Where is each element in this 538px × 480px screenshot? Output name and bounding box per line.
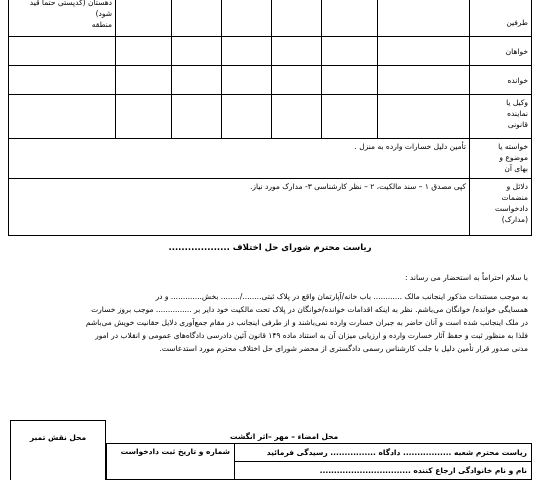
region-note: منطقه	[91, 20, 112, 29]
greeting-text: با سلام احتراماً به استحضار می رساند :	[405, 273, 528, 282]
body-line-1: به موجب مستندات مذکور اینجانب مالک ............ باب خانه/آپارتمان واقع در پلاک ثبتی......../........ بخش............. و در	[155, 292, 528, 301]
lawyer-cell-7[interactable]	[9, 95, 116, 139]
evidence-text[interactable]: کپی مصدق ۱ – سند مالکیت، ۲ – نظر کارشناسی ۳- مدارک مورد نیاز.	[9, 179, 470, 236]
registration-table	[106, 443, 532, 480]
defendant-label: خوانده	[470, 66, 532, 95]
stamp-label: محل نقش تمبر	[29, 433, 87, 442]
cell-name[interactable]	[378, 0, 470, 37]
lawyer-cell-2[interactable]	[322, 95, 378, 139]
lawyer-label-line2: نماینده	[507, 109, 528, 118]
defendant-cell-3[interactable]	[272, 66, 322, 95]
defendant-cell-5[interactable]	[172, 66, 222, 95]
lawyer-cell-3[interactable]	[272, 95, 322, 139]
branch-head-cell[interactable]: ریاست محترم شعبه ................. دادگاه ................ رسیدگی فرمائید	[235, 444, 532, 462]
cell-id[interactable]	[222, 0, 272, 37]
evidence-row	[9, 179, 532, 236]
cell-age[interactable]	[272, 0, 322, 37]
body-line-4: فلذا به منظور ثبت و حفظ آثار خسارت وارده و ارزیابی میزان آن به استناد ماده ۱۴۹ قانون آئین دادرسی دادگاه‌های عمومی و انقلاب در امور	[95, 331, 528, 340]
registration-label: شماره و تاریخ ثبت دادخواست	[107, 444, 235, 480]
claim-label	[470, 139, 532, 179]
registration-row-1	[107, 444, 532, 462]
lawyer-cell-4[interactable]	[222, 95, 272, 139]
section-title: ریاست محترم شورای حل اختلاف ...................	[168, 243, 372, 253]
body-line-3: در ملک اینجانب شده است و آنان حاضر به جبران خسارت وارده نمی‌باشند و از طرفی اینجانب در مقام جمع‌آوری دلایل حقانیت خویش می‌باشم	[85, 318, 528, 327]
plaintiff-cell-7[interactable]	[9, 37, 116, 66]
lawyer-row	[9, 95, 532, 139]
body-line-2: همسایگی خوانده/ خوانگان می‌باشم. نظر به اینکه اقدامات خوانده/خوانگان در پلاک تحت مالکیت خود دایر بر ............... موجب بروز خسارت	[91, 305, 528, 314]
lawyer-cell-6[interactable]	[116, 95, 172, 139]
claim-label-line3: بهای آن	[504, 164, 528, 173]
body-line-5: مدنی صدور قرار تأمین دلیل با جلب کارشناس رسمی دادگستری از محضر شورای حل اختلاف محترم مورد استدعاست.	[159, 344, 528, 353]
plaintiff-label: خواهان	[470, 37, 532, 66]
claim-label-line2: موضوع و	[499, 153, 528, 162]
lawyer-cell-5[interactable]	[172, 95, 222, 139]
postal-code-note: دهستان (کدپستی حتما قید شود)	[29, 0, 112, 18]
lawyer-label-line3: قانونی	[507, 120, 528, 129]
plaintiff-cell-5[interactable]	[172, 37, 222, 66]
plaintiff-cell-1[interactable]	[378, 37, 470, 66]
cell-father[interactable]	[322, 0, 378, 37]
plaintiff-cell-6[interactable]	[116, 37, 172, 66]
defendant-cell-6[interactable]	[116, 66, 172, 95]
defendant-row	[9, 66, 532, 95]
plaintiff-cell-4[interactable]	[222, 37, 272, 66]
lawyer-cell-1[interactable]	[378, 95, 470, 139]
claim-row	[9, 139, 532, 179]
cell-job[interactable]	[172, 0, 222, 37]
parties-row	[9, 0, 532, 37]
petition-body	[8, 290, 528, 355]
plaintiff-cell-3[interactable]	[272, 37, 322, 66]
signature-label: محل امضاء – مهر –اثر انگشت	[230, 432, 339, 441]
referrer-cell[interactable]: نام و نام خانوادگی ارجاع کننده ................................	[235, 462, 532, 480]
plaintiff-cell-2[interactable]	[322, 37, 378, 66]
defendant-cell-1[interactable]	[378, 66, 470, 95]
evidence-label-line3: دادخواست	[494, 204, 528, 213]
parties-label: طرفین	[470, 0, 532, 37]
defendant-cell-4[interactable]	[222, 66, 272, 95]
address-header-cell	[9, 0, 116, 37]
cell-phone[interactable]	[116, 0, 172, 37]
parties-table	[8, 0, 532, 236]
evidence-label-line2: منضمات	[501, 193, 528, 202]
evidence-label	[470, 179, 532, 236]
defendant-cell-7[interactable]	[9, 66, 116, 95]
lawyer-label-line1: وکیل یا	[506, 98, 528, 107]
stamp-box[interactable]	[10, 420, 106, 480]
evidence-label-line1: دلائل و	[506, 182, 528, 191]
claim-label-line1: خواسته یا	[498, 142, 528, 151]
evidence-label-line4: (مدارک)	[501, 215, 528, 224]
claim-text[interactable]: تأمین دلیل خسارات وارده به منزل .	[9, 139, 470, 179]
defendant-cell-2[interactable]	[322, 66, 378, 95]
lawyer-label	[470, 95, 532, 139]
plaintiff-row	[9, 37, 532, 66]
